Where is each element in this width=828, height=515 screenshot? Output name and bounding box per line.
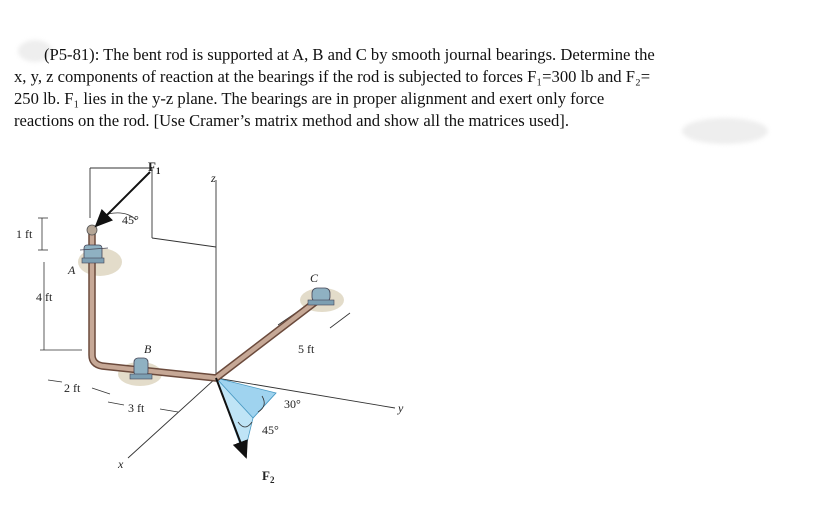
y-axis-label: y (398, 401, 404, 415)
f1-label: $F_1$ (148, 159, 161, 176)
z-axis-label: z (211, 171, 216, 185)
x-axis-label: x (118, 457, 124, 471)
x-axis-line (128, 378, 216, 458)
point-a-label: A (68, 263, 76, 277)
dim-1ft-label: 1 ft (16, 227, 33, 241)
dim-4ft-label: 4 ft (36, 290, 53, 304)
dim-2ft-label: 2 ft (64, 381, 81, 395)
problem-line-2: x, y, z components of reaction at the bearings if the rod is subjected to forces F₁=300 lb and F₂= (14, 67, 651, 86)
point-b-label: B (144, 342, 152, 356)
problem-line-4: reactions on the rod. [Use Cramer’s matrix method and show all the matrices used]. (14, 111, 569, 130)
dim-3ft-label: 3 ft (128, 401, 145, 415)
point-c-label: C (310, 271, 319, 285)
problem-line-1: (P5-81): The bent rod is supported at A, B and C by smooth journal bearings. Determine the (44, 45, 655, 64)
f2-construction-planes (216, 378, 276, 455)
f1-angle-label: 45° (122, 213, 139, 227)
f1-plane-lines (90, 168, 216, 247)
bent-rod (92, 234, 318, 378)
f2-angle-label-a: 30° (284, 397, 301, 411)
bent-rod-figure (0, 150, 828, 515)
f2-angle-label-b: 45° (262, 423, 279, 437)
rod-top-end (87, 225, 97, 235)
problem-statement (14, 44, 794, 132)
dim-5ft-label: 5 ft (298, 342, 315, 356)
problem-line-3: 250 lb. F₁ lies in the y-z plane. The bearings are in proper alignment and exert only force (14, 89, 605, 108)
f2-label: $F_2$ (262, 468, 275, 485)
